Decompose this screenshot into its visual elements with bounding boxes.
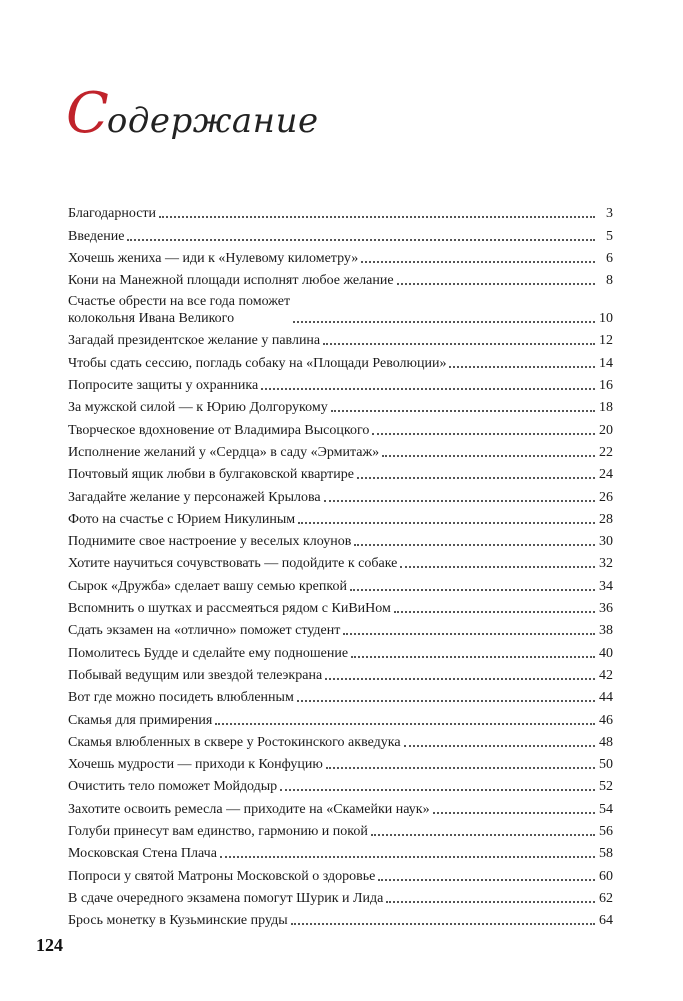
toc-entry-title-line: Счастье обрести на все года поможет	[68, 294, 291, 310]
toc-entry	[68, 773, 613, 795]
toc-entry	[68, 706, 613, 728]
toc-entry-title	[68, 622, 340, 639]
toc-entry-title-line: Исполнение желаний у «Сердца» в саду «Эрмитаж»	[68, 444, 380, 460]
toc-entry	[68, 751, 613, 773]
toc-entry-title	[68, 823, 368, 840]
toc-entry-page: 50	[599, 757, 613, 773]
toc-entry-title-line: Московская Стена Плача	[68, 846, 217, 862]
toc-entry-title-line: Хотите научиться сочувствовать — подойдите к собаке	[68, 556, 398, 572]
toc-leader-dots	[351, 656, 595, 658]
toc-entry	[68, 840, 613, 862]
toc-entry-page: 16	[599, 378, 613, 394]
toc-entry-title	[68, 734, 401, 751]
toc-leader-dots	[297, 700, 595, 702]
toc-entry-page: 10	[599, 311, 613, 327]
toc-entry	[68, 572, 613, 594]
toc-entry-page: 56	[599, 824, 613, 840]
toc-entry-title	[68, 712, 212, 729]
toc-entry-title-line: Голуби принесут вам единство, гармонию и покой	[68, 824, 368, 840]
toc-entry-page: 60	[599, 868, 613, 884]
toc-entry	[68, 862, 613, 884]
toc-leader-dots	[261, 388, 595, 390]
toc-entry-title	[68, 845, 217, 862]
toc-entry-title-line: Загадай президентское желание у павлина	[68, 333, 321, 349]
toc-entry-page: 52	[599, 779, 613, 795]
toc-leader-dots	[331, 410, 595, 412]
toc-entry	[68, 416, 613, 438]
title-rest: одержание	[106, 101, 319, 141]
toc-entry-title	[68, 645, 348, 662]
toc-entry-title-line: Скамья влюбленных в сквере у Ростокинского акведука	[68, 734, 401, 750]
toc-entry-title	[68, 250, 358, 267]
toc-leader-dots	[449, 366, 595, 368]
toc-leader-dots	[280, 789, 595, 791]
page-title	[66, 81, 319, 146]
toc-entry	[68, 729, 613, 751]
toc-entry	[68, 439, 613, 461]
toc-entry	[68, 550, 613, 572]
toc-leader-dots	[378, 879, 595, 881]
toc-entry	[68, 662, 613, 684]
toc-entry-title	[68, 332, 320, 349]
toc-leader-dots	[372, 433, 595, 435]
toc-entry-title-line: Очистить тело поможет Мойдодыр	[68, 779, 278, 795]
toc-entry-title	[68, 578, 347, 595]
toc-entry-page: 42	[599, 667, 613, 683]
toc-leader-dots	[361, 261, 595, 263]
toc-leader-dots	[357, 477, 595, 479]
toc-leader-dots	[215, 723, 595, 725]
toc-entry-title	[68, 533, 351, 550]
toc-entry-title-line: Чтобы сдать сессию, погладь собаку на «Площади Революции»	[68, 355, 447, 371]
toc-entry	[68, 885, 613, 907]
toc-entry	[68, 327, 613, 349]
toc-entry-title-line: Помолитесь Будде и сделайте ему подношение	[68, 645, 349, 661]
toc-leader-dots	[400, 566, 595, 568]
toc-entry	[68, 483, 613, 505]
toc-entry	[68, 528, 613, 550]
toc-entry	[68, 222, 613, 244]
toc-entry-title-line: Побывай ведущим или звездой телеэкрана	[68, 667, 323, 683]
toc-entry	[68, 245, 613, 267]
toc-entry-title-line: Загадайте желание у персонажей Крылова	[68, 489, 321, 505]
toc-leader-dots	[343, 633, 595, 635]
toc-entry	[68, 200, 613, 222]
toc-leader-dots	[293, 321, 595, 323]
toc-entry	[68, 639, 613, 661]
toc-entry-title-line: В сдаче очередного экзамена помогут Шурик и Лида	[68, 890, 384, 906]
toc-entry-page: 62	[599, 890, 613, 906]
toc-entry-title-line: Захотите освоить ремесла — приходите на «Скамейки наук»	[68, 801, 430, 817]
toc-leader-dots	[371, 834, 595, 836]
toc-entry	[68, 684, 613, 706]
toc-entry	[68, 349, 613, 371]
toc-entry-page: 24	[599, 467, 613, 483]
toc-entry-page: 30	[599, 534, 613, 550]
toc-entry-title	[68, 466, 354, 483]
toc-entry-page: 44	[599, 690, 613, 706]
toc-leader-dots	[386, 901, 595, 903]
toc-entry-title-line: Брось монетку в Кузьминские пруды	[68, 913, 288, 929]
toc-entry-title-line: Благодарности	[68, 206, 157, 222]
toc-entry-title-line: колокольня Ивана Великого	[68, 311, 235, 327]
toc-entry-page: 28	[599, 511, 613, 527]
toc-entry	[68, 289, 613, 327]
toc-entry-page: 46	[599, 712, 613, 728]
toc-entry-title	[68, 489, 321, 506]
toc-leader-dots	[326, 767, 595, 769]
toc-leader-dots	[220, 856, 595, 858]
toc-entry-page: 26	[599, 489, 613, 505]
toc-leader-dots	[404, 745, 595, 747]
toc-entry-page: 20	[599, 422, 613, 438]
toc-leader-dots	[397, 283, 595, 285]
toc-entry	[68, 394, 613, 416]
toc-entry-page: 6	[606, 250, 613, 266]
toc-entry-title	[68, 868, 375, 885]
toc-entry-page: 22	[599, 444, 613, 460]
toc-entry-page: 3	[606, 206, 613, 222]
toc-entry-title-line: Сдать экзамен на «отлично» поможет студент	[68, 623, 341, 639]
toc-entry-title-line: Кони на Манежной площади исполнят любое желание	[68, 273, 394, 289]
toc-leader-dots	[324, 500, 595, 502]
toc-entry-page: 54	[599, 801, 613, 817]
toc-leader-dots	[394, 611, 595, 613]
toc-entry-title	[68, 801, 430, 818]
toc-leader-dots	[298, 522, 595, 524]
toc-entry-title	[68, 890, 383, 907]
toc-entry-page: 32	[599, 556, 613, 572]
toc-entry-title	[68, 444, 379, 461]
toc-entry	[68, 795, 613, 817]
toc-leader-dots	[325, 678, 595, 680]
toc-entry-title-line: Попроси у святой Матроны Московской о здоровье	[68, 868, 376, 884]
toc-leader-dots	[127, 239, 595, 241]
toc-entry	[68, 907, 613, 929]
toc-entry-title	[68, 272, 394, 289]
toc-entry	[68, 818, 613, 840]
toc-entry-page: 14	[599, 355, 613, 371]
toc-leader-dots	[159, 216, 595, 218]
toc-leader-dots	[382, 455, 595, 457]
toc-entry-title-line: Введение	[68, 228, 125, 244]
title-initial: С	[66, 81, 107, 146]
page-number: 124	[36, 935, 63, 955]
toc-leader-dots	[323, 343, 595, 345]
toc-entry	[68, 461, 613, 483]
toc-entry-title-line: Вот где можно посидеть влюбленным	[68, 690, 294, 706]
toc-entry-page: 58	[599, 846, 613, 862]
toc-entry-title-line: Сырок «Дружба» сделает вашу семью крепкой	[68, 578, 347, 594]
toc-entry-title	[68, 228, 124, 245]
toc-leader-dots	[354, 544, 595, 546]
toc-leader-dots	[433, 812, 595, 814]
toc-entry-title	[68, 422, 369, 439]
toc-entry	[68, 372, 613, 394]
toc-entry-title-line: Фото на счастье с Юрием Никулиным	[68, 511, 296, 527]
toc-entry-page: 48	[599, 734, 613, 750]
toc-entry-page: 5	[606, 228, 613, 244]
toc-entry-title	[68, 355, 446, 372]
toc-entry-title	[68, 756, 323, 773]
toc-entry-title-line: Хочешь мудрости — приходи к Конфуцию	[68, 757, 323, 773]
toc-entry-title	[68, 377, 258, 394]
toc-entry-title-line: За мужской силой — к Юрию Долгорукому	[68, 400, 328, 416]
toc-entry-title	[68, 293, 290, 327]
toc-entry	[68, 617, 613, 639]
toc-entry-title-line: Вспомнить о шутках и рассмеяться рядом с КиВиНом	[68, 601, 391, 617]
toc-entry-page: 12	[599, 333, 613, 349]
toc-entry-page: 40	[599, 645, 613, 661]
toc-entry-page: 8	[606, 273, 613, 289]
toc-entry-title-line: Творческое вдохновение от Владимира Высоцкого	[68, 422, 370, 438]
toc-leader-dots	[291, 923, 595, 925]
toc-entry	[68, 595, 613, 617]
toc-entry-title	[68, 912, 288, 929]
toc-entry-title	[68, 205, 156, 222]
toc-entry-title	[68, 600, 391, 617]
toc-leader-dots	[350, 589, 595, 591]
toc-entry	[68, 267, 613, 289]
toc-entry-title	[68, 399, 328, 416]
toc-entry	[68, 506, 613, 528]
toc-entry-title	[68, 778, 277, 795]
toc-entry-page: 38	[599, 623, 613, 639]
toc-entry-title-line: Поднимите свое настроение у веселых клоунов	[68, 534, 352, 550]
toc-entry-page: 36	[599, 601, 613, 617]
toc-entry-title-line: Скамья для примирения	[68, 712, 213, 728]
toc-entry-page: 34	[599, 578, 613, 594]
toc-entry-title-line: Почтовый ящик любви в булгаковской квартире	[68, 467, 354, 483]
toc-entry-page: 18	[599, 400, 613, 416]
table-of-contents	[68, 200, 613, 929]
toc-entry-title	[68, 511, 295, 528]
toc-entry-title-line: Хочешь жениха — иди к «Нулевому километру»	[68, 250, 359, 266]
toc-entry-title	[68, 555, 397, 572]
toc-entry-title	[68, 689, 294, 706]
toc-entry-page: 64	[599, 913, 613, 929]
toc-entry-title	[68, 667, 322, 684]
toc-entry-title-line: Попросите защиты у охранника	[68, 378, 259, 394]
